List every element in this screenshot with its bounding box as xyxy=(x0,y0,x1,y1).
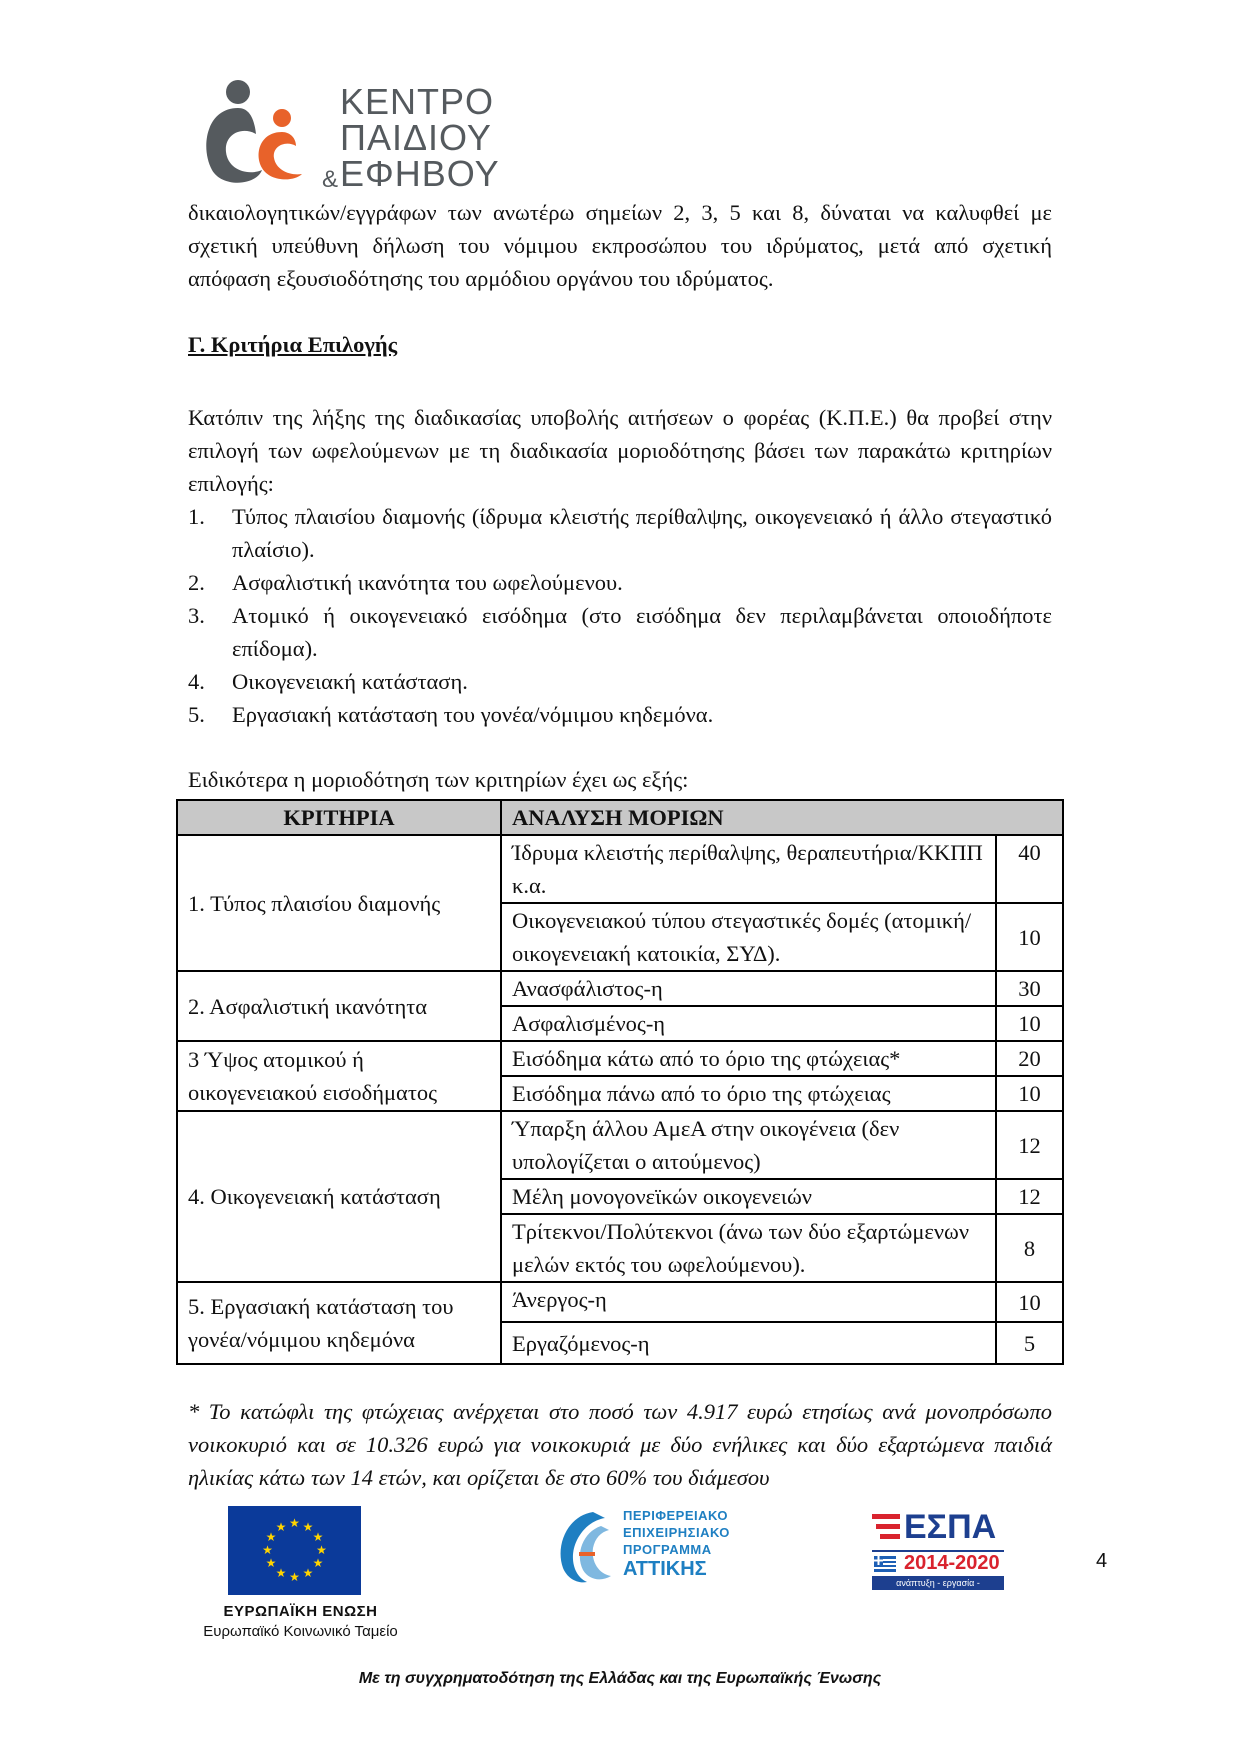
points-cell: 30 xyxy=(996,971,1063,1006)
espa-lines-icon xyxy=(872,1510,902,1544)
logo-ampersand: & xyxy=(322,166,340,193)
scoring-table xyxy=(176,799,1064,1365)
regional-programme-logo xyxy=(553,1506,753,1586)
list-item-text: Ασφαλιστική ικανότητα του ωφελούμενου. xyxy=(232,570,623,595)
table-row xyxy=(177,1041,1063,1076)
list-item-text: Ατομικό ή οικογενειακό εισόδημα (στο εισόδημα δεν περιλαμβάνεται οποιοδήποτε επίδομα). xyxy=(232,603,1052,661)
svg-text:★: ★ xyxy=(265,1556,277,1570)
list-item-number: 4. xyxy=(188,669,205,694)
criterion-cell: 1. Τύπος πλαισίου διαμονής xyxy=(177,835,501,971)
description-cell: Μέλη μονογονεϊκών οικογενειών xyxy=(501,1179,996,1214)
svg-text:★: ★ xyxy=(262,1543,273,1557)
list-item xyxy=(188,500,1052,566)
list-item-number: 1. xyxy=(188,504,205,529)
eu-fund-label: Ευρωπαϊκό Κοινωνικό Ταμείο xyxy=(203,1623,398,1640)
rop-line-1: ΠΕΡΙΦΕΡΕΙΑΚΟ xyxy=(623,1508,728,1523)
criterion-cell: 2. Ασφαλιστική ικανότητα xyxy=(177,971,501,1041)
list-item-text: Εργασιακή κατάσταση του γονέα/νόμιμου κηδεμόνα. xyxy=(232,702,714,727)
espa-years-bar xyxy=(872,1550,1004,1576)
list-item-text: Τύπος πλαισίου διαμονής (ίδρυμα κλειστής περίθαλψης, οικογενειακό ή άλλο στεγαστικό πλαίσιο). xyxy=(232,504,1052,562)
svg-text:★: ★ xyxy=(289,1516,300,1530)
svg-text:★: ★ xyxy=(316,1543,327,1557)
points-cell: 10 xyxy=(996,1076,1063,1111)
regional-programme-icon xyxy=(553,1506,619,1586)
svg-text:★: ★ xyxy=(289,1570,300,1584)
description-cell: Εισόδημα πάνω από το όριο της φτώχειας xyxy=(501,1076,996,1111)
description-cell: Οικογενειακού τύπου στεγαστικές δομές (ατομική/οικογενειακή κατοικία, ΣΥΔ). xyxy=(501,903,996,971)
svg-text:★: ★ xyxy=(312,1556,324,1570)
description-cell: Ίδρυμα κλειστής περίθαλψης, θεραπευτήρια/ΚΚΠΠ κ.α. xyxy=(501,835,996,903)
svg-text:★: ★ xyxy=(275,1520,287,1534)
list-item-number: 2. xyxy=(188,570,205,595)
rop-line-4: ΑΤΤΙΚΗΣ xyxy=(623,1558,707,1580)
logo-line-2: ΠΑΙΔΙΟΥ xyxy=(340,117,492,158)
cofunding-statement: Με τη συγχρηματοδότηση της Ελλάδας και της Ευρωπαϊκής Ένωσης xyxy=(358,1670,882,1687)
table-row xyxy=(177,971,1063,1006)
description-cell: Άνεργος-η xyxy=(501,1282,996,1322)
table-row xyxy=(177,1111,1063,1179)
espa-logo xyxy=(872,1508,1004,1602)
logo-line-3: ΕΦΗΒΟΥ xyxy=(340,153,500,194)
table-intro: Ειδικότερα η μοριοδότηση των κριτηρίων έχει ως εξής: xyxy=(188,767,689,792)
logo-line-1: ΚΕΝΤΡΟ xyxy=(340,81,495,122)
svg-text:★: ★ xyxy=(302,1566,314,1580)
description-cell: Εργαζόμενος-η xyxy=(501,1322,996,1364)
page-number: 4 xyxy=(1096,1550,1108,1572)
description-cell: Εισόδημα κάτω από το όριο της φτώχειας* xyxy=(501,1041,996,1076)
espa-years: 2014-2020 xyxy=(904,1552,1000,1574)
points-cell: 10 xyxy=(996,903,1063,971)
criterion-cell: 3 Ύψος ατομικού ή οικογενειακού εισοδήματος xyxy=(177,1041,501,1111)
eu-label: ΕΥΡΩΠΑΪΚΗ ΕΝΩΣΗ xyxy=(223,1603,378,1620)
section-heading: Γ. Κριτήρια Επιλογής xyxy=(188,332,398,357)
espa-title: ΕΣΠΑ xyxy=(904,1508,997,1546)
list-item xyxy=(188,566,1052,599)
list-item-text: Οικογενειακή κατάσταση. xyxy=(232,669,468,694)
header-analysis: ΑΝΑΛΥΣΗ ΜΟΡΙΩΝ xyxy=(501,800,1063,835)
eu-stars-icon xyxy=(228,1506,361,1595)
organization-logo xyxy=(198,78,500,194)
points-cell: 10 xyxy=(996,1282,1063,1322)
greek-flag-icon xyxy=(874,1556,896,1572)
rop-line-2: ΕΠΙΧΕΙΡΗΣΙΑΚΟ xyxy=(623,1525,730,1540)
criteria-list xyxy=(188,500,1052,731)
table-row xyxy=(177,835,1063,903)
list-item xyxy=(188,698,1052,731)
lead-paragraph: Κατόπιν της λήξης της διαδικασίας υποβολής αιτήσεων ο φορέας (Κ.Π.Ε.) θα προβεί στην επιλογή των ωφελούμενων με τη διαδικασία μοριοδότησης βάσει των παρακάτω κριτηρίων επιλογής: xyxy=(188,405,1052,496)
points-cell: 20 xyxy=(996,1041,1063,1076)
criterion-cell: 5. Εργασιακή κατάσταση του γονέα/νόμιμου κηδεμόνα xyxy=(177,1282,501,1364)
svg-text:★: ★ xyxy=(275,1566,287,1580)
points-cell: 10 xyxy=(996,1006,1063,1041)
table-header-row xyxy=(177,800,1063,835)
description-cell: Τρίτεκνοι/Πολύτεκνοι (άνω των δύο εξαρτώμενων μελών εκτός του ωφελούμενου). xyxy=(501,1214,996,1282)
criterion-cell: 4. Οικογενειακή κατάσταση xyxy=(177,1111,501,1282)
intro-paragraph: δικαιολογητικών/εγγράφων των ανωτέρω σημείων 2, 3, 5 και 8, δύναται να καλυφθεί με σχετική υπεύθυνη δήλωση του νόμιμου εκπροσώπου του ιδρύματος, μετά από σχετική απόφαση εξουσιοδότησης του αρμόδιου οργάνου του ιδρύματος. xyxy=(188,200,1052,291)
points-cell: 12 xyxy=(996,1179,1063,1214)
list-item xyxy=(188,599,1052,665)
rop-line-3: ΠΡΟΓΡΑΜΜΑ xyxy=(623,1542,712,1557)
header-criteria: ΚΡΙΤΗΡΙΑ xyxy=(177,800,501,835)
description-cell: Ασφαλισμένος-η xyxy=(501,1006,996,1041)
points-cell: 5 xyxy=(996,1322,1063,1364)
family-logo-icon xyxy=(198,78,318,190)
svg-text:★: ★ xyxy=(312,1530,324,1544)
description-cell: Ύπαρξη άλλου ΑμεΑ στην οικογένεια (δεν υπολογίζεται ο αιτούμενος) xyxy=(501,1111,996,1179)
description-cell: Ανασφάλιστος-η xyxy=(501,971,996,1006)
espa-motto: ανάπτυξη - εργασία - αλληλεγγύη xyxy=(872,1576,1004,1590)
table-row xyxy=(177,1282,1063,1322)
list-item xyxy=(188,665,1052,698)
svg-text:★: ★ xyxy=(302,1520,314,1534)
svg-text:★: ★ xyxy=(265,1530,277,1544)
eu-flag-icon xyxy=(228,1506,361,1595)
points-cell: 40 xyxy=(996,835,1063,903)
points-cell: 12 xyxy=(996,1111,1063,1179)
list-item-number: 3. xyxy=(188,603,205,628)
footnote: * Το κατώφλι της φτώχειας ανέρχεται στο ποσό των 4.917 ευρώ ετησίως ανά μονοπρόσωπο νοικοκυριό και σε 10.326 ευρώ για νοικοκυριά με δύο ενήλικες και δύο εξαρτώμενα παιδιά ηλικίας κάτω των 14 ετών, και ορίζεται δε στο 60% του διάμεσου xyxy=(188,1399,1052,1490)
points-cell: 8 xyxy=(996,1214,1063,1282)
list-item-number: 5. xyxy=(188,702,205,727)
